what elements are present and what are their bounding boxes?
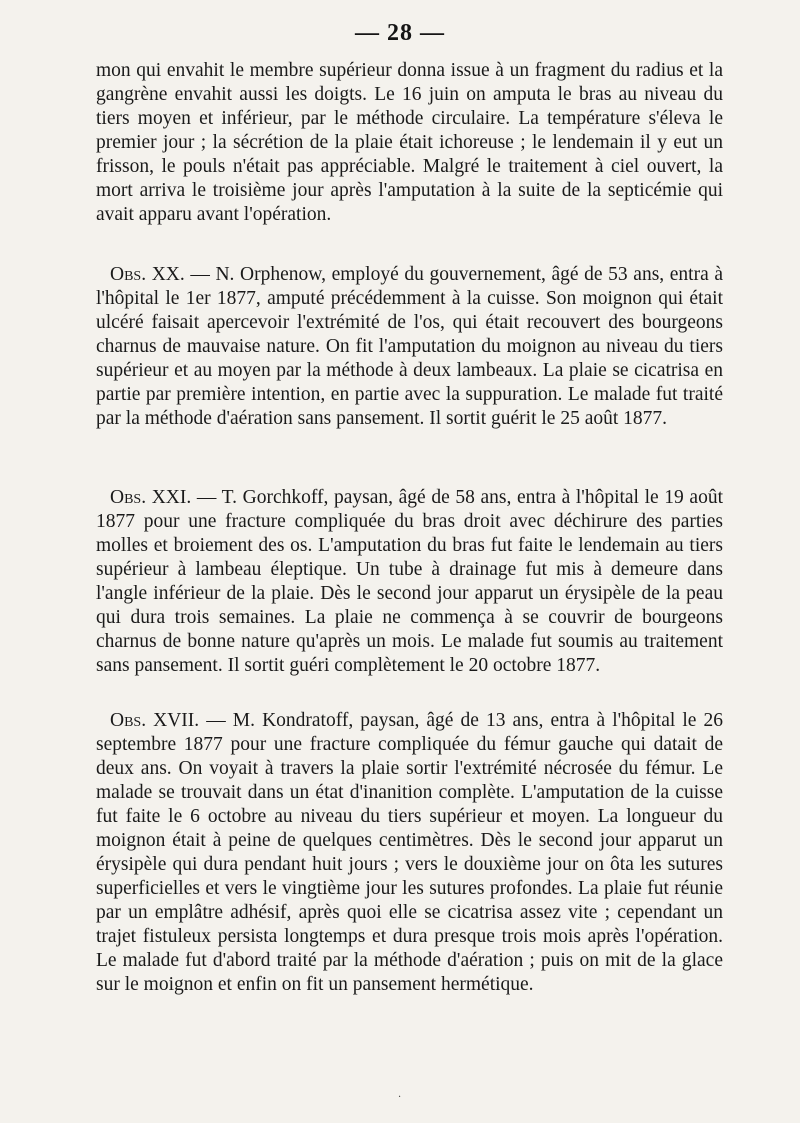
- observation-xvii-text: — M. Kondratoff, paysan, âgé de 13 ans, entra à l'hôpital le 26 septembre 1877 pour une fracture compliquée du fémur gauche qui datait de deux ans. On voyait à travers la plaie sortir l'extrémité nécrosée du fémur. Le malade se trouvait dans un état d'inanition complète. L'amputation de la cuisse fut faite le 6 octobre au niveau du tiers supérieur et moyen. La longueur du moignon était à peine de quelques centimètres. Dès le second jour apparut un érysipèle qui dura pendant huit jours ; vers le douxième jour on ôta les sutures superficielles et vers le vingtième jour les sutures profondes. La plaie fut réunie par un emplâtre adhésif, après quoi elle se cicatrisa assez vite ; cependant un trajet fistuleux persista longtemps et dura presque trois mois après l'opération. Le malade fut d'abord traité par la méthode d'aération ; puis on mit de la glace sur le moignon et enfin on fit un pansement hermétique.: [96, 710, 723, 995]
- intro-text: mon qui envahit le membre supérieur donna issue à un fragment du radius et la gangrène envahit aussi les doigts. Le 16 juin on amputa le bras au niveau du tiers moyen et inférieur, par le méthode circulaire. La température s'éleva le premier jour ; la sécrétion de la plaie était ichoreuse ; le lendemain il y eut un frisson, le pouls n'était pas appréciable. Malgré le traitement à ciel ouvert, la mort arriva le troisième jour après l'amputation à la suite de la septicémie qui avait apparu avant l'opération.: [96, 60, 723, 225]
- observation-xvii-paragraph: [96, 709, 723, 997]
- observation-xx-text: — N. Orphenow, employé du gouvernement, âgé de 53 ans, entra à l'hôpital le 1er 1877, amputé précédemment à la cuisse. Son moignon qui était ulcéré faisait apercevoir l'extrémité de l'os, qui était recouvert des bourgeons charnus de mauvaise nature. On fit l'amputation du moignon au niveau du tiers supérieur et au moyen par la méthode à deux lambeaux. La plaie se cicatrisa en partie par première intention, en partie avec la suppuration. Le malade fut traité par la méthode d'aération sans pansement. Il sortit guérit le 25 août 1877.: [96, 264, 724, 429]
- ink-speck: ·: [398, 1092, 402, 1103]
- page-number: — 28 —: [355, 20, 445, 46]
- observation-xxi-label: Obs. XXI.: [110, 487, 192, 508]
- observation-xxi-paragraph: [96, 486, 723, 678]
- intro-paragraph: [96, 59, 723, 227]
- observation-xx-label: Obs. XX.: [110, 264, 185, 285]
- observation-xxi-text: — T. Gorchkoff, paysan, âgé de 58 ans, entra à l'hôpital le 19 août 1877 pour une fracture compliquée du bras droit avec déchirure des parties molles et broiement des os. L'amputation du bras fut faite le lendemain au tiers supérieur à lambeau éleptique. Un tube à drainage fut mis à demeure dans l'angle inférieur de la plaie. Dès le second jour apparut un érysipèle de la peau qui dura trois semaines. La plaie ne commença à se couvrir de bourgeons charnus de bonne nature qu'après un mois. Le malade fut soumis au traitement sans pansement. Il sortit guéri complètement le 20 octobre 1877.: [96, 487, 724, 676]
- observation-xx-paragraph: [96, 263, 723, 431]
- observation-xvii-label: Obs. XVII.: [110, 710, 200, 731]
